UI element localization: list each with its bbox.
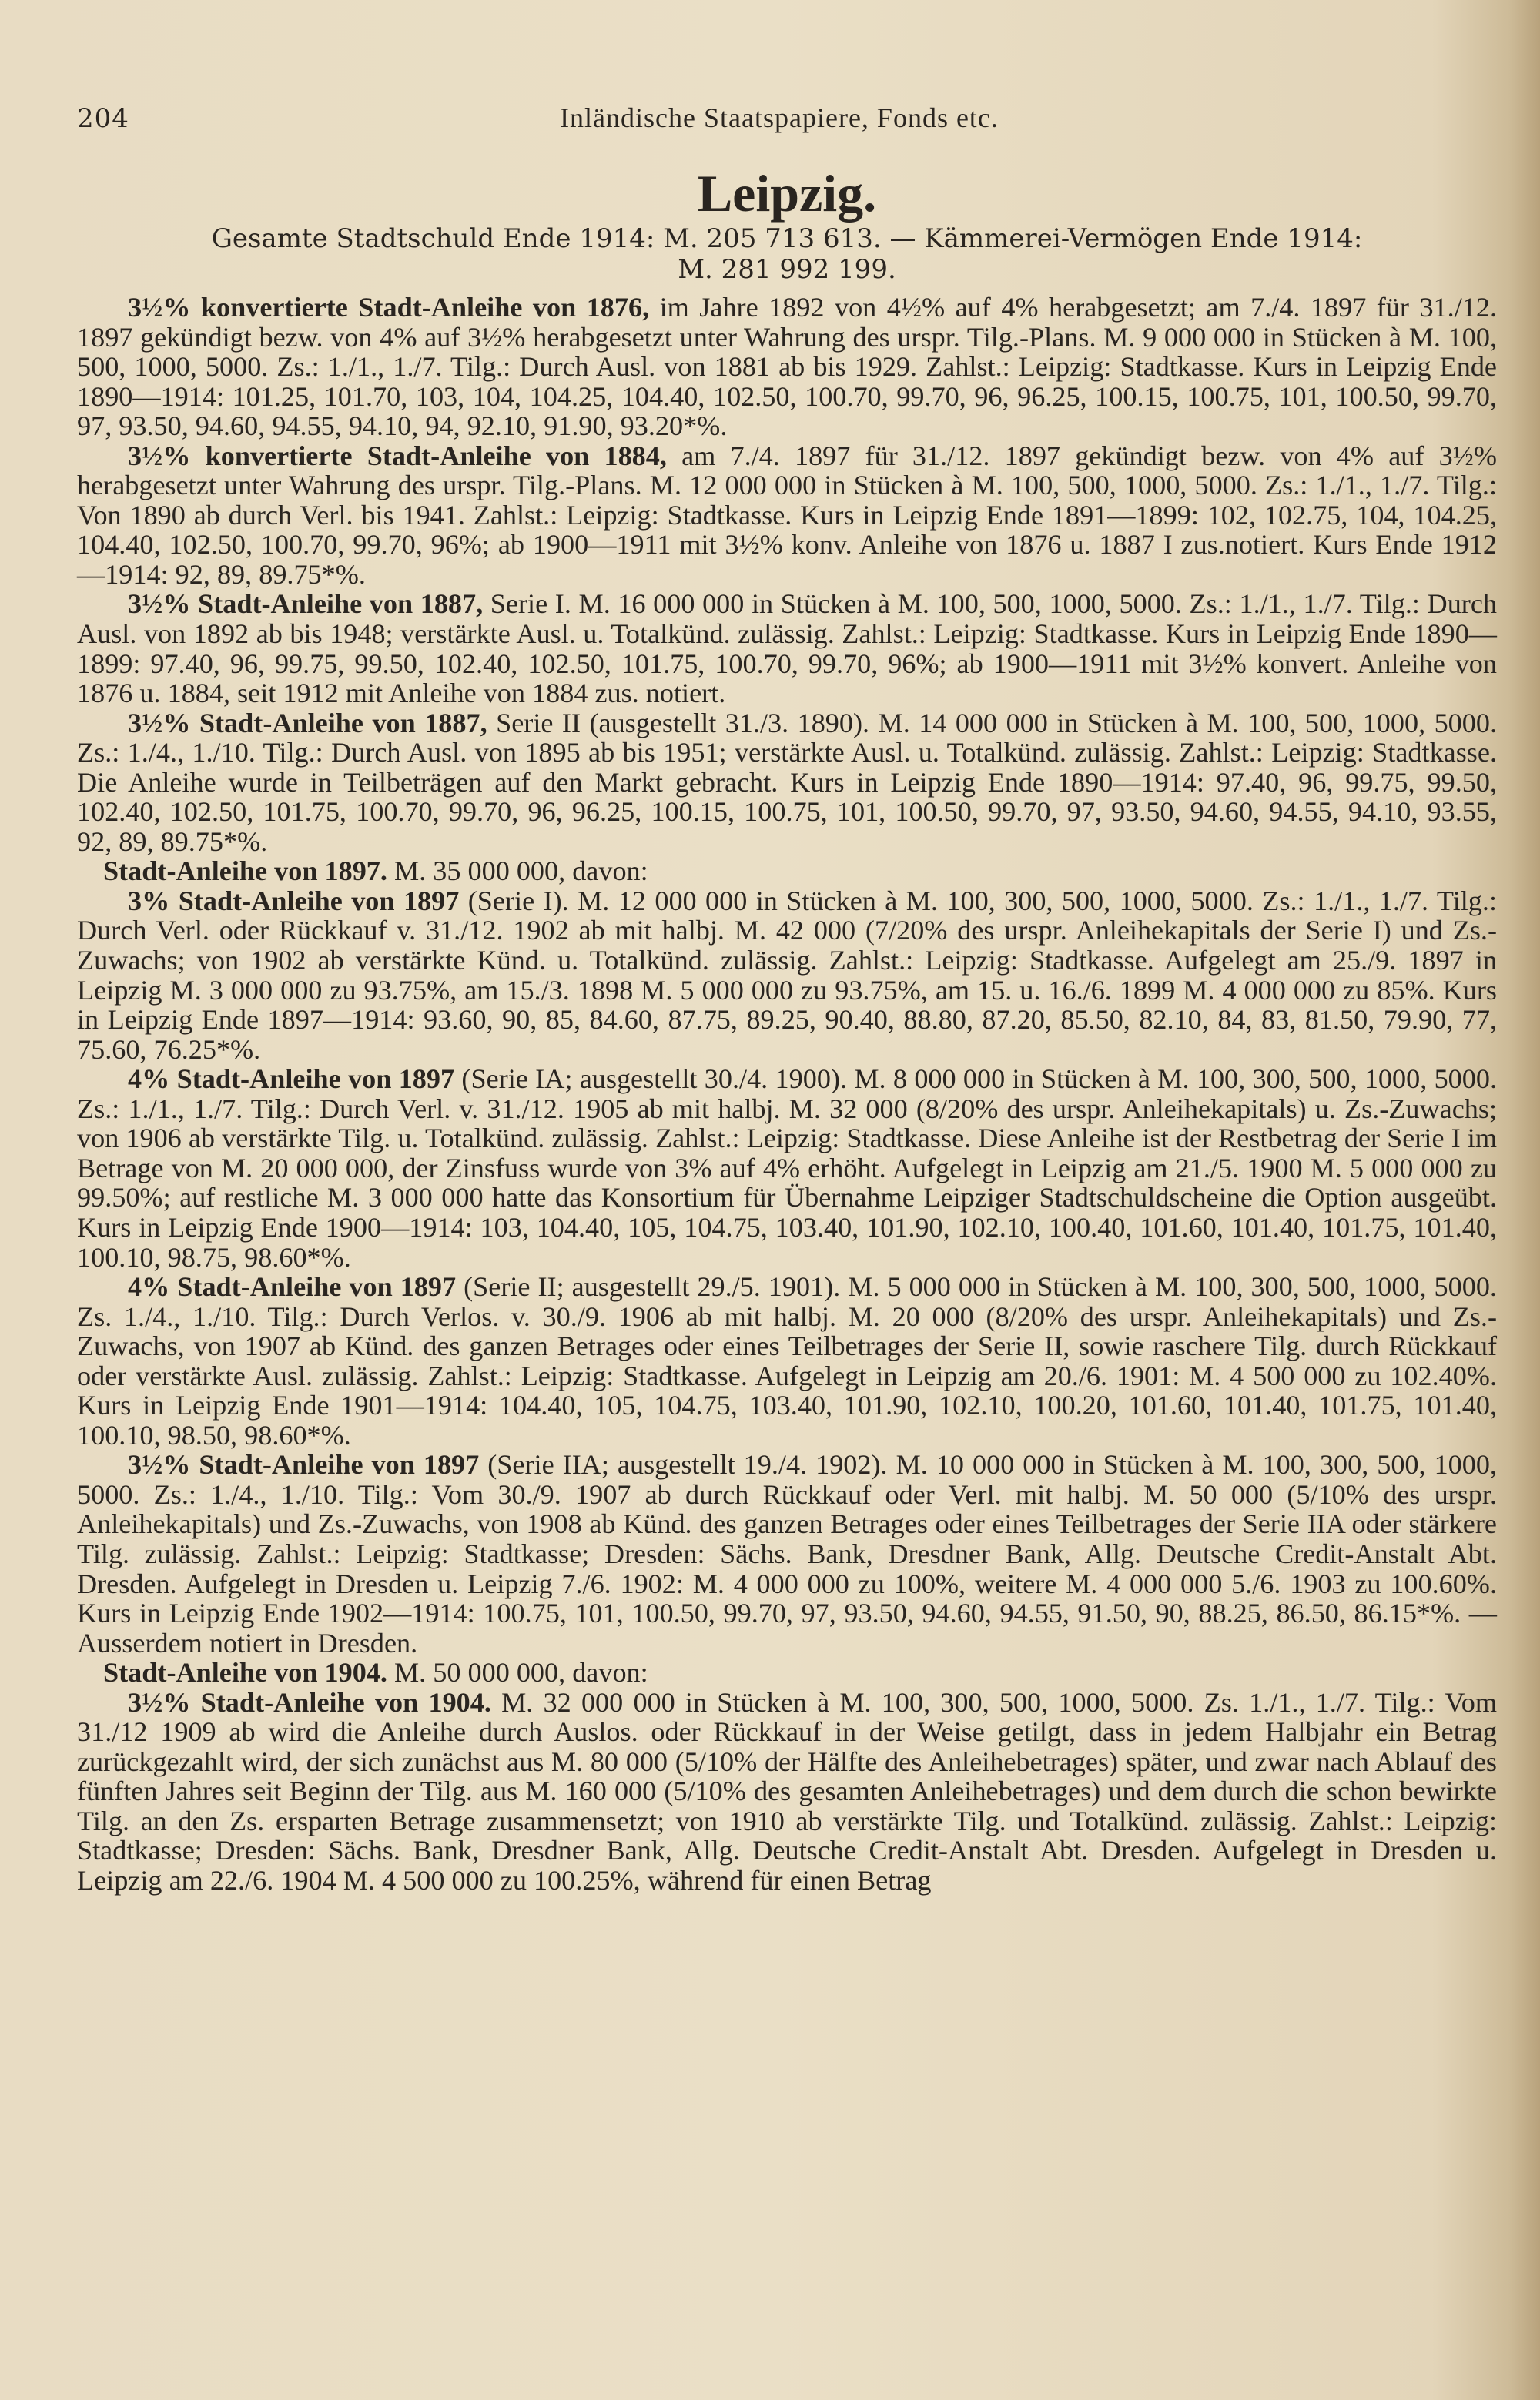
entry-text: Serie I. M. 16 000 000 in Stücken à M. 100, 500, 1000, 5000. Zs.: 1./1., 1./7. Tilg.: Durch Ausl. von 1892 ab bis 1948; verstärkte Ausl. u. Totalkünd. zulässig. Zahlst.: Leipzig: Stadtkasse. Kurs in Leipzig Ende 1890—1899: 97.40, 96, 99.75, 99.50, 102.40, 102.50, 101.75, 100.70, 99.70, 96%; ab 1900—1911 mit 3½% konvert. Anleihe von 1876 u. 1884, seit 1912 mit Anleihe von 1884 zus. notiert. [77,588,1497,709]
summary-line-2: M. 281 992 199. [678,254,896,285]
entry-heading: 3½% konvertierte Stadt-Anleihe von 1884, [128,440,667,471]
entry-text: (Serie I). M. 12 000 000 in Stücken à M. 100, 300, 500, 1000, 5000. Zs.: 1./1., 1./7. Tilg.: Durch Verl. oder Rückkauf v. 31./12. 1902 ab mit halbj. M. 42 000 (7/20% des urspr. Anleihekapitals der Serie I) und Zs.-Zuwachs; von 1902 ab verstärkte Künd. u. Totalkünd. zulässig. Zahlst.: Leipzig: Stadtkasse. Aufgelegt am 25./9. 1897 in Leipzig M. 3 000 000 zu 93.75%, am 15./3. 1898 M. 5 000 000 zu 93.75%, am 15. u. 16./6. 1899 M. 4 000 000 zu 85%. Kurs in Leipzig Ende 1897—1914: 93.60, 90, 85, 84.60, 87.75, 89.25, 90.40, 88.80, 87.20, 85.50, 82.10, 84, 83, 81.50, 79.90, 77, 75.60, 76.25*%. [77,885,1498,1065]
entry-heading: 3½% Stadt-Anleihe von 1904. [128,1686,491,1718]
debt-summary [77,223,1497,285]
entry-1887-serie-2 [77,708,1497,857]
entry-text: Serie II (ausgestellt 31./3. 1890). M. 14 000 000 in Stücken à M. 100, 500, 1000, 5000. Zs.: 1./4., 1./10. Tilg.: Durch Ausl. von 1895 ab bis 1951; verstärkte Ausl. u. Totalkünd. zulässig. Zahlst.: Leipzig: Stadtkasse. Die Anleihe wurde in Teilbeträgen auf den Markt gebracht. Kurs in Leipzig Ende 1890—1914: 97.40, 96, 99.75, 99.50, 102.40, 102.50, 101.75, 100.70, 99.70, 96, 96.25, 100.15, 100.75, 101, 100.50, 99.70, 97, 93.50, 94.60, 94.55, 94.10, 93.55, 92, 89, 89.75*%. [77,707,1497,857]
group-1904 [77,1658,1497,1688]
entry-1897-serie-1a [77,1064,1497,1272]
entry-text: (Serie II; ausgestellt 29./5. 1901). M. 5 000 000 in Stücken à M. 100, 300, 500, 1000, 5000. Zs. 1./4., 1./10. Tilg.: Durch Verlos. v. 30./9. 1906 ab mit halbj. M. 20 000 (8/20% des urspr. Anleihekapitals) und Zs.-Zuwachs, von 1907 ab Künd. des ganzen Betrages oder eines Teilbetrages der Serie II, sowie raschere Tilg. durch Rückkauf oder verstärkte Ausl. zulässig. Zahlst.: Leipzig: Stadtkasse. Aufgelegt in Leipzig am 20./6. 1901: M. 4 500 000 zu 102.40%. Kurs in Leipzig Ende 1901—1914: 104.40, 105, 104.75, 103.40, 101.90, 102.10, 100.20, 101.60, 101.40, 101.75, 101.40, 100.10, 98.50, 98.60*%. [77,1271,1497,1451]
summary-line-1: Gesamte Stadtschuld Ende 1914: M. 205 713 613. — Kämmerei-Vermögen Ende 1914: [211,223,1363,254]
entry-heading: 3½% Stadt-Anleihe von 1887, [128,707,487,738]
group-1897 [77,856,1497,886]
page-number: 204 [77,103,129,134]
entry-heading: 4% Stadt-Anleihe von 1897 [128,1063,455,1095]
entry-heading: Stadt-Anleihe von 1904. [103,1657,387,1689]
entry-text: M. 35 000 000, davon: [387,855,648,887]
entry-1897-serie-2a [77,1450,1497,1658]
entry-1897-serie-2 [77,1272,1497,1450]
entry-1897-serie-1 [77,886,1497,1064]
entry-text: (Serie IA; ausgestellt 30./4. 1900). M. 8 000 000 in Stücken à M. 100, 300, 500, 1000, 5000. Zs.: 1./1., 1./7. Tilg.: Durch Verl. v. 31./12. 1905 ab mit halbj. M. 32 000 (8/20% des urspr. Anleihekapitals) u. Zs.-Zuwachs; von 1906 ab verstärkte Tilg. u. Totalkünd. zulässig. Zahlst.: Leipzig: Stadtkasse. Diese Anleihe ist der Restbetrag der Serie I im Betrage von M. 20 000 000, der Zinsfuss wurde von 3% auf 4% erhöht. Aufgelegt in Leipzig am 21./5. 1900 M. 5 000 000 zu 99.50%; auf restliche M. 3 000 000 hatte das Konsortium für Übernahme Leipziger Stadtschuldscheine die Option ausgeübt. Kurs in Leipzig Ende 1900—1914: 103, 104.40, 105, 104.75, 103.40, 101.90, 102.10, 100.40, 101.60, 101.40, 101.75, 101.40, 100.10, 98.75, 98.60*%. [77,1063,1497,1273]
entry-heading: 3½% konvertierte Stadt-Anleihe von 1876, [128,292,650,323]
entry-heading: Stadt-Anleihe von 1897. [103,855,387,887]
entry-text: (Serie IIA; ausgestellt 19./4. 1902). M. 10 000 000 in Stücken à M. 100, 300, 500, 1000, 5000. Zs.: 1./4., 1./10. Tilg.: Vom 30./9. 1907 ab durch Rückkauf oder Verl. mit halbj. M. 50 000 (5/10% des urspr. Anleihekapitals) und Zs.-Zuwachs, von 1908 ab Künd. des ganzen Betrages oder eines Teilbetrages der Serie IIA oder stärkere Tilg. zulässig. Zahlst.: Leipzig: Stadtkasse; Dresden: Sächs. Bank, Dresdner Bank, Allg. Deutsche Credit-Anstalt Abt. Dresden. Aufgelegt in Dresden u. Leipzig 7./6. 1902: M. 4 000 000 zu 100%, weitere M. 4 000 000 5./6. 1903 zu 100.60%. Kurs in Leipzig Ende 1902—1914: 100.75, 101, 100.50, 99.70, 97, 93.50, 94.60, 94.55, 91.50, 90, 88.25, 86.50, 86.15*%. — Ausserdem notiert in Dresden. [77,1449,1497,1659]
entry-text: im Jahre 1892 von 4½% auf 4% herabgesetzt; am 7./4. 1897 für 31./12. 1897 gekündigt bezw. von 4% auf 3½% herabgesetzt unter Wahrung des urspr. Tilg.-Plans. M. 9 000 000 in Stücken à M. 100, 500, 1000, 5000. Zs.: 1./1., 1./7. Tilg.: Durch Ausl. von 1881 ab bis 1929. Zahlst.: Leipzig: Stadtkasse. Kurs in Leipzig Ende 1890—1914: 101.25, 101.70, 103, 104, 104.25, 104.40, 102.50, 100.70, 99.70, 96, 96.25, 100.15, 100.75, 101, 100.50, 99.70, 97, 93.50, 94.60, 94.55, 94.10, 94, 92.10, 91.90, 93.20*%. [77,292,1497,442]
entry-1876 [77,293,1497,441]
entry-text: am 7./4. 1897 für 31./12. 1897 gekündigt bezw. von 4% auf 3½% herabgesetzt unter Wahrung des urspr. Tilg.-Plans. M. 12 000 000 in Stücken à M. 100, 500, 1000, 5000. Zs.: 1./1., 1./7. Tilg.: Von 1890 ab durch Verl. bis 1941. Zahlst.: Leipzig: Stadtkasse. Kurs in Leipzig Ende 1891—1899: 102, 102.75, 104, 104.25, 104.40, 102.50, 100.70, 99.70, 96%; ab 1900—1911 mit 3½% konv. Anleihe von 1876 u. 1887 I zus.notiert. Kurs Ende 1912—1914: 92, 89, 89.75*%. [77,440,1497,590]
running-title: Inländische Staatspapiere, Fonds etc. [560,102,999,133]
entry-1884 [77,441,1497,590]
entry-text: M. 32 000 000 in Stücken à M. 100, 300, 500, 1000, 5000. Zs. 1./1., 1./7. Tilg.: Vom 31./12 1909 ab wird die Anleihe durch Auslos. oder Rückkauf in der Weise getilgt, dass in jedem Halbjahr ein Betrag zurückgezahlt wird, der sich zunächst aus M. 80 000 (5/10% der Hälfte des Anleihebetrages) später, und zwar nach Ablauf des fünften Jahres seit Beginn der Tilg. aus M. 160 000 (5/10% des gesamten Anleihebetrages) und dem durch die schon bewirkte Tilg. an den Zs. ersparten Betrage zusammensetzt; von 1910 ab verstärkte Tilg. und Totalkünd. zulässig. Zahlst.: Leipzig: Stadtkasse; Dresden: Sächs. Bank, Dresdner Bank, Allg. Deutsche Credit-Anstalt Abt. Dresden. Aufgelegt in Dresden u. Leipzig am 22./6. 1904 M. 4 500 000 zu 100.25%, während für einen Betrag [77,1686,1497,1896]
entries-body [77,293,1497,1896]
entry-heading: 4% Stadt-Anleihe von 1897 [128,1271,457,1303]
entry-1904 [77,1688,1497,1896]
section-title: Leipzig. [697,164,877,223]
entry-text: M. 50 000 000, davon: [387,1657,648,1689]
entry-heading: 3½% Stadt-Anleihe von 1897 [128,1449,480,1481]
entry-1887-serie-1 [77,589,1497,708]
entry-heading: 3% Stadt-Anleihe von 1897 [128,885,460,916]
page-header [77,102,1497,148]
entry-heading: 3½% Stadt-Anleihe von 1887, [128,588,484,620]
